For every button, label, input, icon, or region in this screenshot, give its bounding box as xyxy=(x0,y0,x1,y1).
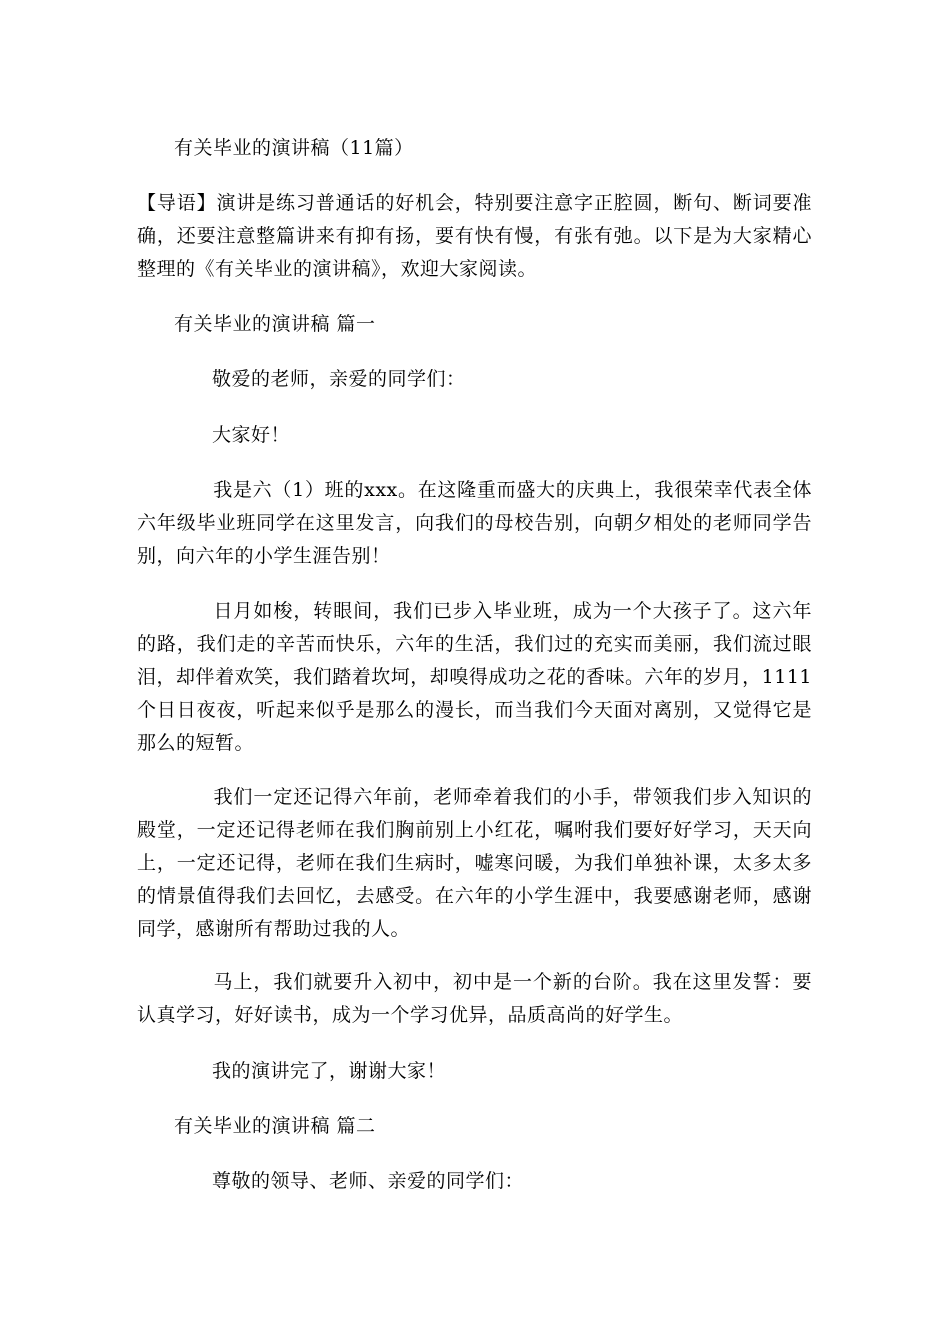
section-heading-2: 有关毕业的演讲稿 篇二 xyxy=(174,1115,376,1137)
salutation-1: 敬爱的老师，亲爱的同学们： xyxy=(212,368,466,390)
greeting: 大家好！ xyxy=(212,424,291,446)
speech-paragraph-2: 日月如梭，转眼间，我们已步入毕业班，成为一个大孩子了。这六年的路，我们走的辛苦而快乐，六年的生活，我们过的充实而美丽，我们流过眼泪，却伴着欢笑，我们踏着坎坷，却嗅得成功之花的香味。六年的岁月，1111个日日夜夜，听起来似乎是那么的漫长，而当我们今天面对离别，又觉得它是那么的短暂。 xyxy=(137,600,812,754)
speech-paragraph-3: 我们一定还记得六年前，老师牵着我们的小手，带领我们步入知识的殿堂，一定还记得老师在我们胸前别上小红花，嘱咐我们要好好学习，天天向上，一定还记得，老师在我们生病时，嘘寒问暖，为我们单独补课，太多太多的情景值得我们去回忆，去感受。在六年的小学生涯中，我要感谢老师，感谢同学，感谢所有帮助过我的人。 xyxy=(137,786,812,940)
document-title: 有关毕业的演讲稿（11篇） xyxy=(174,137,414,159)
intro-paragraph: 【导语】演讲是练习普通话的好机会，特别要注意字正腔圆，断句、断词要准确，还要注意整篇讲来有抑有扬，要有快有慢，有张有弛。以下是为大家精心整理的《有关毕业的演讲稿》，欢迎大家阅读。 xyxy=(137,192,812,280)
speech-paragraph-1: 我是六（1）班的xxx。在这隆重而盛大的庆典上，我很荣幸代表全体六年级毕业班同学在这里发言，向我们的母校告别，向朝夕相处的老师同学告别，向六年的小学生涯告别！ xyxy=(137,479,812,567)
speech-paragraph-4: 马上，我们就要升入初中，初中是一个新的台阶。我在这里发誓：要认真学习，好好读书，成为一个学习优异，品质高尚的好学生。 xyxy=(137,971,812,1026)
section-heading-1: 有关毕业的演讲稿 篇一 xyxy=(174,313,376,335)
salutation-2: 尊敬的领导、老师、亲爱的同学们： xyxy=(212,1170,525,1192)
closing-line: 我的演讲完了，谢谢大家！ xyxy=(212,1060,447,1082)
